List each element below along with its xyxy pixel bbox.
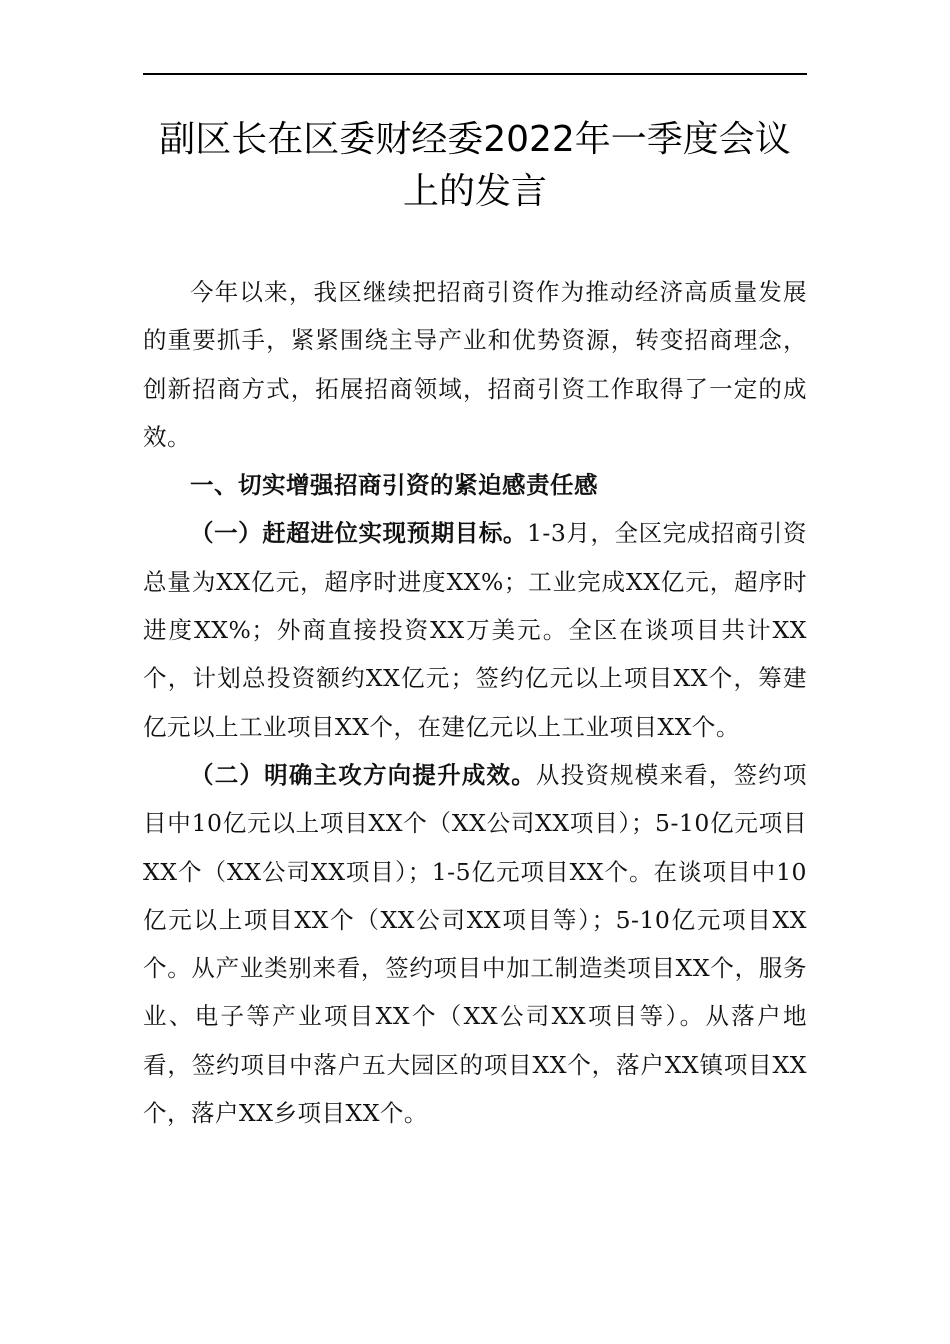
item-text-1: 1-3月，全区完成招商引资总量为XX亿元，超序时进度XX%；工业完成XX亿元，超序时进度XX%；外商直接投资XX万美元。全区在谈项目共计XX个，计划总投资额约XX亿元；签约亿元以上项目XX个，筹建亿元以上工业项目XX个，在建亿元以上工业项目XX个。: [143, 519, 808, 741]
document-title: 副区长在区委财经委2022年一季度会议上的发言: [159, 119, 791, 212]
section-heading: 一、切实增强招商引资的紧迫感责任感: [190, 471, 598, 500]
item-paragraph-1: [143, 509, 807, 750]
item-paragraph-2: [143, 751, 807, 1137]
header-rule: [143, 73, 807, 75]
item-text-2: 从投资规模来看，签约项目中10亿元以上项目XX个（XX公司XX项目）；5-10亿元项目XX个（XX公司XX项目）；1-5亿元项目XX个。在谈项目中10亿元以上项目XX个（XX公司XX项目等）；5-10亿元项目XX个。从产业类别来看，签约项目中加工制造类项目XX个，服务业、电子等产业项目XX个（XX公司XX项目等）。从落户地看，签约项目中落户五大园区的项目XX个，落户XX镇项目XX个，落户XX乡项目XX个。: [143, 760, 808, 1128]
item-lead-2: （二）明确主攻方向提升成效。: [190, 760, 536, 789]
item-lead-1: （一）赶超进位实现预期目标。: [190, 519, 527, 548]
intro-paragraph: 今年以来，我区继续把招商引资作为推动经济高质量发展的重要抓手，紧紧围绕主导产业和优势资源，转变招商理念，创新招商方式，拓展招商领域，招商引资工作取得了一定的成效。: [143, 278, 807, 451]
document-body: [143, 268, 807, 1137]
